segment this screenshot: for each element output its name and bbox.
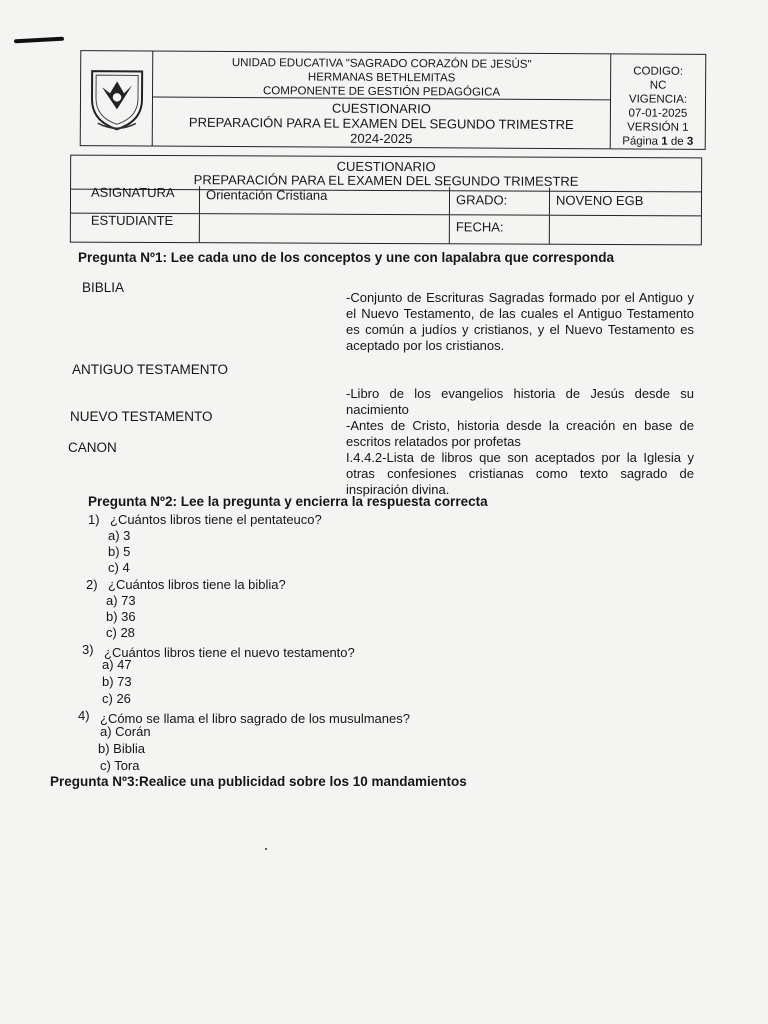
document-header bbox=[80, 50, 707, 150]
school-year: 2024-2025 bbox=[350, 130, 413, 147]
student-field[interactable] bbox=[199, 214, 449, 243]
header-titles bbox=[153, 52, 612, 149]
q2-1-opt-b[interactable]: b) 5 bbox=[108, 544, 131, 559]
q1-term-biblia: BIBLIA bbox=[82, 280, 125, 295]
q2-3-num: 3) bbox=[82, 642, 94, 657]
q2-4-opt-b[interactable]: b) Biblia bbox=[98, 741, 145, 756]
q2-2-text: ¿Cuántos libros tiene la biblia? bbox=[108, 577, 286, 592]
q2-2-opt-a[interactable]: a) 73 bbox=[106, 593, 136, 608]
q2-4-num: 4) bbox=[78, 708, 90, 723]
q1-term-antiguo: ANTIGUO TESTAMENTO bbox=[72, 362, 229, 377]
grade-label: GRADO: bbox=[449, 187, 549, 214]
q1-term-nuevo: NUEVO TESTAMENTO bbox=[70, 409, 213, 424]
q3-title: Pregunta Nº3:Realice una publicidad sobre los 10 mandamientos bbox=[50, 774, 467, 789]
document-code-block bbox=[611, 54, 706, 149]
q1-def-1: -Conjunto de Escrituras Sagradas formado por el Antiguo y el Nuevo Testamento, de las cuales el Antiguo Testamento es común a judíos y cristianos, y el Nuevo Testamento es aceptado por los cristianos. bbox=[346, 290, 694, 353]
date-label: FECHA: bbox=[449, 215, 549, 243]
q2-title: Pregunta Nº2: Lee la pregunta y encierra la respuesta correcta bbox=[88, 494, 488, 509]
subject-row bbox=[71, 186, 701, 217]
q1-def-2: -Libro de los evangelios historia de Jesús desde su nacimiento bbox=[346, 386, 694, 417]
q2-3-opt-b[interactable]: b) 73 bbox=[102, 674, 132, 689]
validity-label: VIGENCIA: bbox=[628, 93, 688, 106]
doc-title: PREPARACIÓN PARA EL EXAMEN DEL SEGUNDO TRIMESTRE bbox=[188, 114, 574, 133]
stray-dot bbox=[265, 848, 267, 850]
pen-mark bbox=[14, 37, 64, 44]
q2-4-opt-a[interactable]: a) Corán bbox=[100, 724, 151, 739]
info-title: CUESTIONARIO bbox=[336, 158, 436, 175]
q2-4-text: ¿Cómo se llama el libro sagrado de los musulmanes? bbox=[100, 711, 410, 726]
q1-term-canon: CANON bbox=[68, 440, 117, 455]
q2-3-opt-c[interactable]: c) 26 bbox=[102, 691, 131, 706]
q1-title: Pregunta Nº1: Lee cada uno de los conceptos y une con lapalabra que corresponda bbox=[78, 250, 615, 265]
logo-cell bbox=[81, 51, 154, 145]
student-label: ESTUDIANTE bbox=[90, 212, 174, 229]
date-field[interactable] bbox=[549, 216, 701, 245]
doc-type: CUESTIONARIO bbox=[331, 100, 431, 117]
q2-1-opt-c[interactable]: c) 4 bbox=[108, 560, 130, 575]
page-indicator: Página 1 de 3 bbox=[622, 135, 694, 148]
school-logo-icon bbox=[85, 63, 147, 133]
student-row bbox=[71, 214, 701, 245]
q2-2-opt-b[interactable]: b) 36 bbox=[106, 609, 136, 624]
subject-label: ASIGNATURA bbox=[90, 184, 175, 201]
q1-def-4: I.4.4.2-Lista de libros que son aceptados por la Iglesia y otras confesiones cristianas como texto sagrado de inspiración divina. bbox=[346, 450, 694, 497]
grade-value: NOVENO EGB bbox=[549, 188, 701, 216]
code-label: CODIGO: bbox=[633, 65, 684, 78]
q2-3-opt-a[interactable]: a) 47 bbox=[102, 657, 132, 672]
q2-3-text: ¿Cuántos libros tiene el nuevo testamento? bbox=[104, 645, 355, 660]
q2-1-opt-a[interactable]: a) 3 bbox=[108, 528, 131, 543]
info-subtitle: PREPARACIÓN PARA EL EXAMEN DEL SEGUNDO TRIMESTRE bbox=[193, 172, 579, 189]
q2-1-text: ¿Cuántos libros tiene el pentateuco? bbox=[110, 512, 322, 527]
student-info-table bbox=[70, 155, 702, 246]
q2-2-opt-c[interactable]: c) 28 bbox=[106, 625, 135, 640]
school-name: UNIDAD EDUCATIVA "SAGRADO CORAZÓN DE JESÚS" bbox=[231, 57, 532, 71]
version: VERSIÓN 1 bbox=[627, 121, 689, 134]
q2-1-num: 1) bbox=[88, 512, 100, 527]
code-value: NC bbox=[649, 79, 667, 92]
q2-4-opt-c[interactable]: c) Tora bbox=[100, 758, 140, 773]
q2-2-num: 2) bbox=[86, 577, 98, 592]
component-name: COMPONENTE DE GESTIÓN PEDAGÓGICA bbox=[262, 85, 501, 99]
q1-def-3: -Antes de Cristo, historia desde la creación en base de escritos relatados por profetas bbox=[346, 418, 694, 449]
order-name: HERMANAS BETHLEMITAS bbox=[307, 71, 456, 85]
validity-date: 07-01-2025 bbox=[628, 107, 688, 120]
subject-value: Orientación Cristiana bbox=[199, 186, 449, 214]
